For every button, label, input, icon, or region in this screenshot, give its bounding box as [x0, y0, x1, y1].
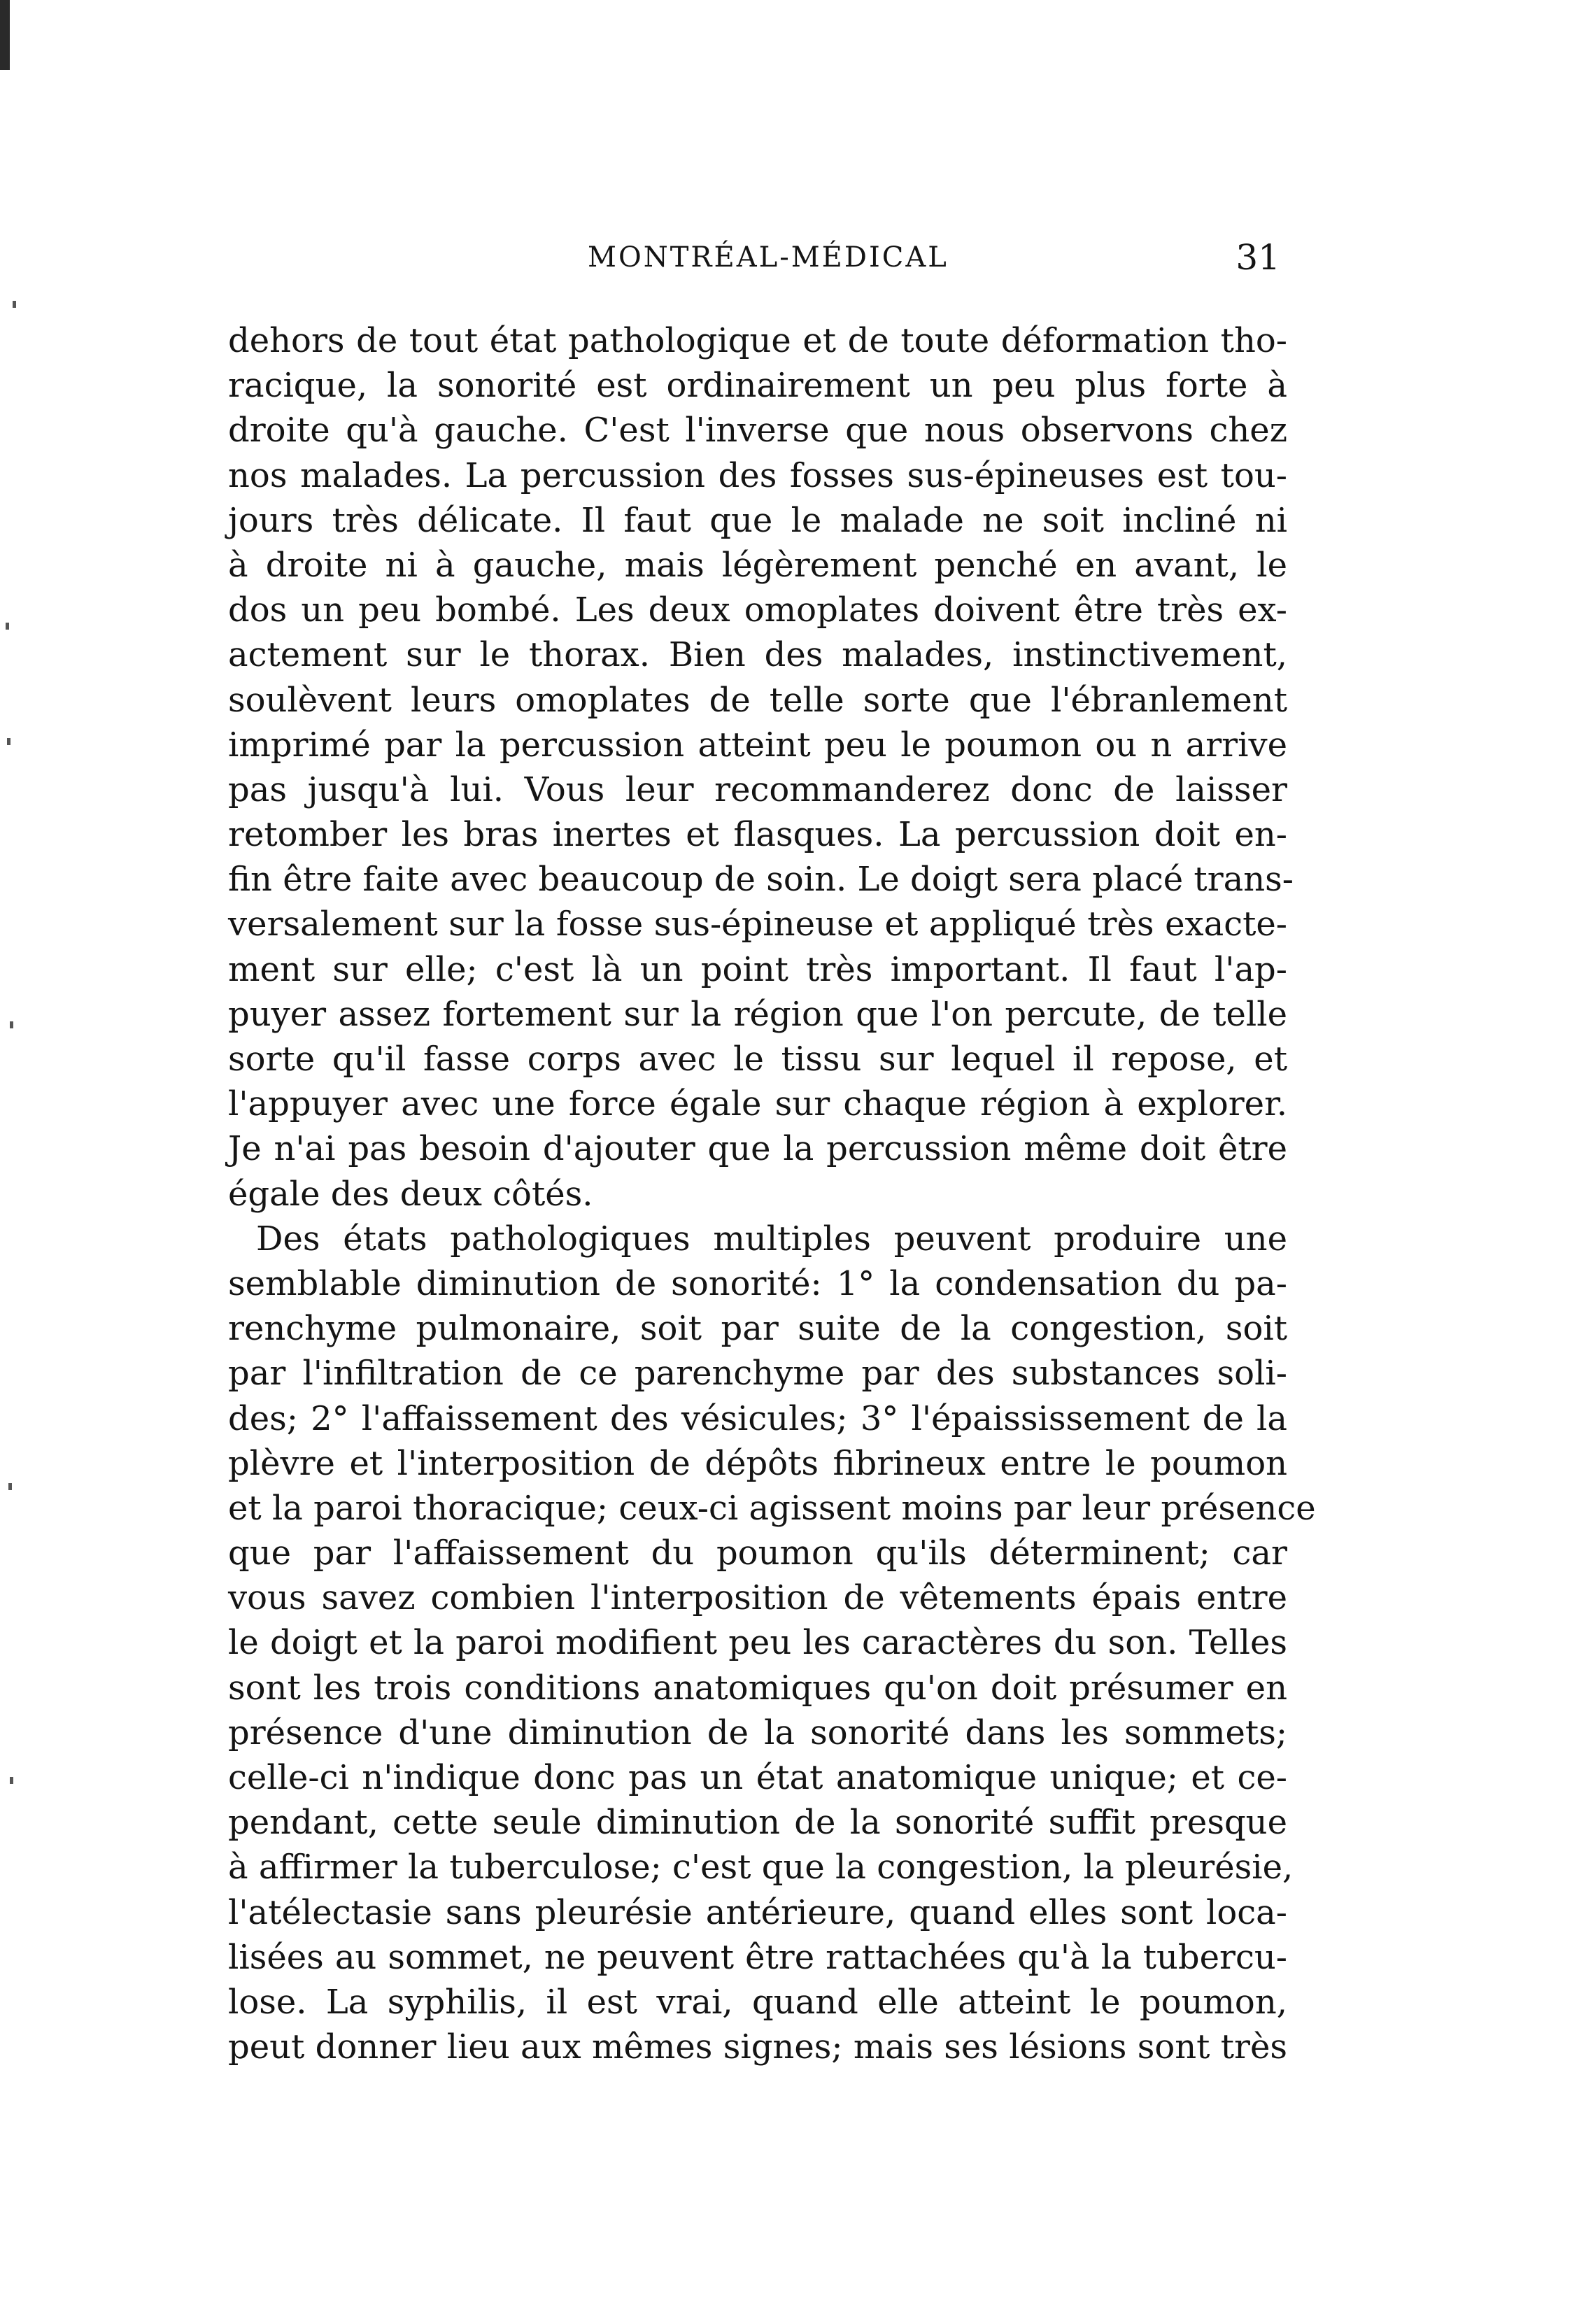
scan-speck [10, 1777, 13, 1784]
text-line: dos un peu bombé. Les deux omoplates doivent être très ex- [228, 590, 1287, 630]
text-line: jours très délicate. Il faut que le malade ne soit incliné ni [228, 500, 1287, 540]
text-line: sorte qu'il fasse corps avec le tissu sur lequel il repose, et [228, 1040, 1287, 1079]
text-line: l'appuyer avec une force égale sur chaque région à explorer. [228, 1084, 1287, 1124]
text-line: semblable diminution de sonorité: 1° la condensation du pa- [228, 1263, 1287, 1303]
text-line: présence d'une diminution de la sonorité dans les sommets; [228, 1713, 1287, 1752]
text-line: à droite ni à gauche, mais légèrement penché en avant, le [228, 545, 1287, 585]
text-line: nos malades. La percussion des fosses sus-épineuses est tou- [228, 455, 1287, 495]
text-line: renchyme pulmonaire, soit par suite de la congestion, soit [228, 1309, 1287, 1349]
text-line: Je n'ai pas besoin d'ajouter que la percussion même doit être [228, 1129, 1287, 1169]
text-line: pas jusqu'à lui. Vous leur recommanderez donc de laisser [228, 770, 1287, 809]
text-line: vous savez combien l'interposition de vêtements épais entre [228, 1578, 1287, 1618]
scan-speck [6, 623, 9, 630]
text-line: que par l'affaissement du poumon qu'ils déterminent; car [228, 1533, 1287, 1573]
text-line: ment sur elle; c'est là un point très important. Il faut l'ap- [228, 949, 1287, 989]
running-head: MONTRÉAL-MÉDICAL [588, 241, 949, 274]
text-line: celle-ci n'indique donc pas un état anatomique unique; et ce- [228, 1758, 1287, 1797]
text-line: des; 2° l'affaissement des vésicules; 3° l'épaississement de la [228, 1398, 1287, 1438]
scan-speck [13, 301, 16, 308]
text-line: imprimé par la percussion atteint peu le poumon ou n arrive [228, 725, 1287, 765]
text-line: soulèvent leurs omoplates de telle sorte que l'ébranlement [228, 680, 1287, 720]
text-line: lisées au sommet, ne peuvent être rattachées qu'à la tubercu- [228, 1937, 1287, 1977]
text-line: versalement sur la fosse sus-épineuse et appliqué très exacte- [228, 905, 1287, 944]
scan-speck [10, 1021, 13, 1028]
page-number: 31 [1236, 237, 1280, 278]
text-line: par l'infiltration de ce parenchyme par des substances soli- [228, 1354, 1287, 1394]
body-text [228, 318, 1316, 2069]
text-line: sont les trois conditions anatomiques qu'on doit présumer en [228, 1668, 1287, 1708]
text-line: droite qu'à gauche. C'est l'inverse que nous observons chez [228, 411, 1287, 451]
text-line: plèvre et l'interposition de dépôts fibrineux entre le poumon [228, 1443, 1287, 1483]
text-line: retomber les bras inertes et flasques. La percussion doit en- [228, 815, 1287, 855]
text-line: dehors de tout état pathologique et de toute déformation tho- [228, 321, 1287, 360]
page-header [588, 236, 1280, 278]
scan-speck [7, 738, 10, 745]
text-line: racique, la sonorité est ordinairement un peu plus forte à [228, 366, 1287, 406]
text-line: et la paroi thoracique; ceux-ci agissent moins par leur présence [228, 1488, 1316, 1528]
text-line: le doigt et la paroi modifient peu les caractères du son. Telles [228, 1623, 1287, 1663]
text-line: l'atélectasie sans pleurésie antérieure, quand elles sont loca- [228, 1892, 1287, 1932]
paragraph-end-line: égale des deux côtés. [228, 1174, 593, 1214]
text-line: à affirmer la tuberculose; c'est que la congestion, la pleurésie, [228, 1848, 1294, 1887]
scan-speck [8, 1483, 12, 1490]
text-line: actement sur le thorax. Bien des malades, instinctivement, [228, 635, 1287, 675]
text-line: lose. La syphilis, il est vrai, quand elle atteint le poumon, [228, 1982, 1287, 2022]
text-line: puyer assez fortement sur la région que l'on percute, de telle [228, 994, 1287, 1034]
paragraph-start-line: Des états pathologiques multiples peuvent produire une [256, 1219, 1287, 1259]
text-line: fin être faite avec beaucoup de soin. Le doigt sera placé trans- [228, 860, 1294, 900]
text-line: peut donner lieu aux mêmes signes; mais ses lésions sont très [228, 2027, 1287, 2067]
scan-edge-mark [0, 0, 10, 70]
text-line: pendant, cette seule diminution de la sonorité suffit presque [228, 1803, 1287, 1843]
